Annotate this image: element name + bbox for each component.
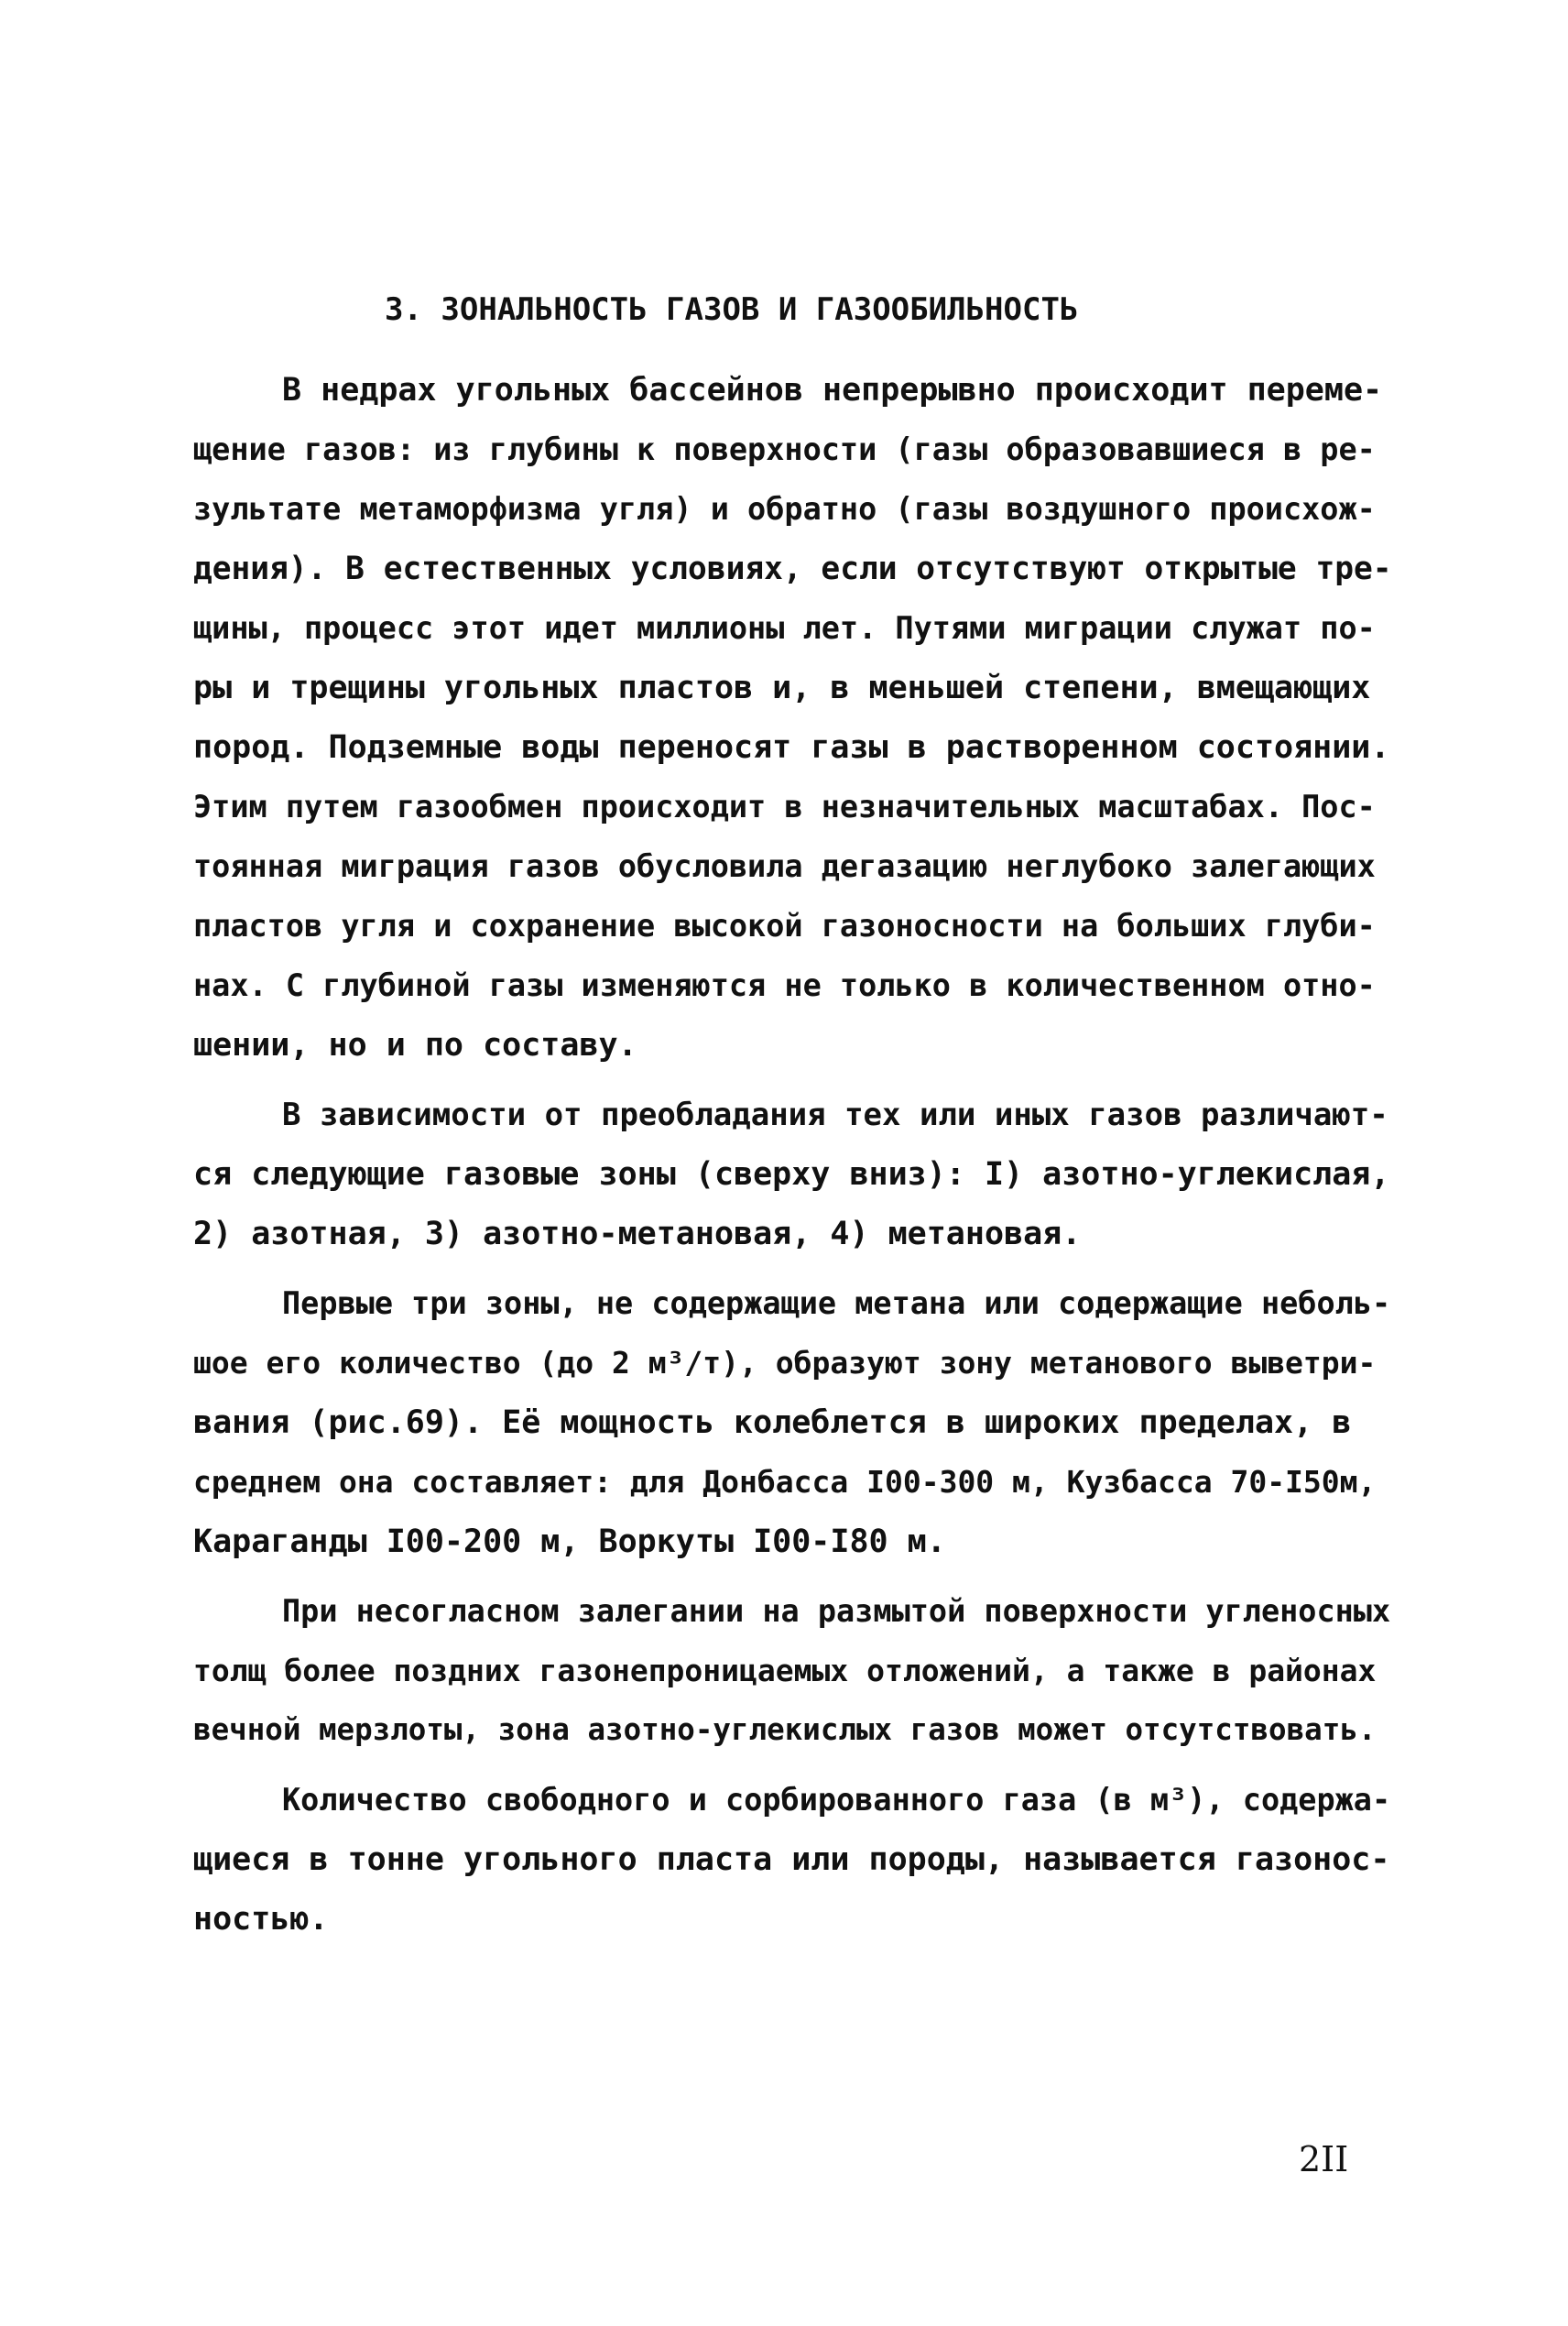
- text-line: Караганды I00-200 м, Воркуты I00-I80 м.: [193, 1523, 946, 1560]
- page-number: 2II: [1299, 2139, 1349, 2179]
- text-line: вечной мерзлоты, зона азотно-углекислых газов может отсутствовать.: [193, 1712, 1377, 1747]
- text-line: Количество свободного и сорбированного газа (в м³), содержа-: [282, 1782, 1391, 1818]
- text-line: нах. С глубиной газы изменяются не только в количественном отно-: [193, 967, 1376, 1003]
- text-line: дения). В естественных условиях, если отсутствуют открытые тре-: [193, 551, 1392, 587]
- text-line: тоянная миграция газов обусловила дегазацию неглубоко залегающих: [193, 848, 1376, 884]
- text-line: Этим путем газообмен происходит в незначительных масштабах. Пос-: [193, 789, 1376, 824]
- text-line: толщ более поздних газонепроницаемых отложений, а также в районах: [193, 1653, 1377, 1688]
- text-line: В недрах угольных бассейнов непрерывно происходит переме-: [282, 372, 1383, 409]
- text-line: вания (рис.69). Её мощность колеблется в широких пределах, в: [193, 1404, 1352, 1441]
- section-heading: 3. ЗОНАЛЬНОСТЬ ГАЗОВ И ГАЗООБИЛЬНОСТЬ: [385, 291, 1079, 328]
- text-line: ностью.: [193, 1901, 329, 1938]
- text-line: пород. Подземные воды переносят газы в растворенном состоянии.: [193, 729, 1390, 766]
- text-line: ся следующие газовые зоны (сверху вниз): I) азотно-углекислая,: [193, 1156, 1390, 1193]
- text-line: пластов угля и сохранение высокой газоносности на больших глуби-: [193, 908, 1376, 944]
- text-line: При несогласном залегании на размытой поверхности угленосных: [282, 1593, 1391, 1629]
- text-line: Первые три зоны, не содержащие метана или содержащие неболь-: [282, 1285, 1391, 1321]
- text-line: среднем она составляет: для Донбасса I00-300 м, Кузбасса 70-I50м,: [193, 1464, 1377, 1500]
- text-line: ры и трещины угольных пластов и, в меньшей степени, вмещающих: [193, 670, 1371, 706]
- text-line: шое его количество (до 2 м³/т), образуют зону метанового выветри-: [193, 1345, 1377, 1381]
- text-line: зультате метаморфизма угля) и обратно (газы воздушного происхож-: [193, 491, 1376, 527]
- text-line: В зависимости от преобладания тех или иных газов различают-: [282, 1097, 1388, 1133]
- text-line: щение газов: из глубины к поверхности (газы образовавшиеся в ре-: [193, 431, 1376, 467]
- text-line: щиеся в тонне угольного пласта или породы, называется газонос-: [193, 1841, 1390, 1878]
- text-line: 2) азотная, 3) азотно-метановая, 4) метановая.: [193, 1216, 1082, 1252]
- text-line: щины, процесс этот идет миллионы лет. Путями миграции служат по-: [193, 610, 1376, 646]
- text-line: шении, но и по составу.: [193, 1027, 637, 1064]
